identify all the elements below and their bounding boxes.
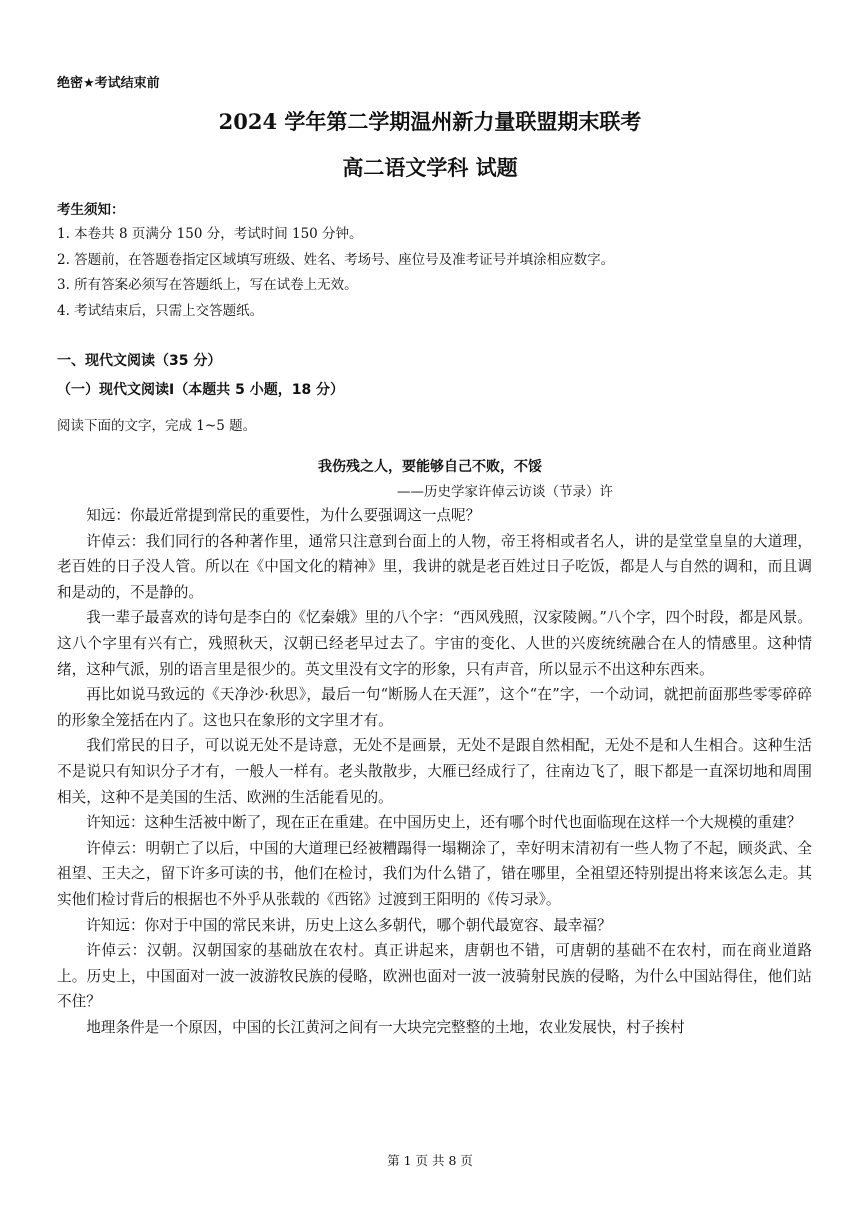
article-paragraph: 许倬云：我们同行的各种著作里，通常只注意到台面上的人物，帝王将相或者名人，讲的是堂堂皇皇的大道理，老百姓的日子没人管。所以在《中国文化的精神》里，我讲的就是老百姓过日子吃饭，都是人与自然的调和，而且调和是动的，不是静的。: [57, 532, 812, 601]
article-title: 我伤残之人，要能够自己不败，不馁: [318, 459, 542, 475]
article-paragraph: 再比如说马致远的《天净沙·秋思》，最后一句“断肠人在天涯”，这个“在”字，一个动词，就把前面那些零零碎碎的形象全笼括在内了。这也只在象形的文字里才有。: [57, 686, 812, 729]
notice-item: 3. 所有答案必须写在答题纸上，写在试卷上无效。: [57, 277, 358, 293]
notice-item: 1. 本卷共 8 页满分 150 分，考试时间 150 分钟。: [57, 226, 363, 242]
section-heading: 一、现代文阅读（35 分）: [57, 353, 222, 369]
article-paragraph: 许知远：你对于中国的常民来讲，历史上这么多朝代，哪个朝代最宽容、最幸福？: [86, 916, 612, 934]
notice-item: 2. 答题前，在答题卷指定区域填写班级、姓名、考场号、座位号及准考证号并填涂相应数字。: [57, 251, 615, 268]
article-paragraph: 许倬云：明朝亡了以后，中国的大道理已经被糟蹋得一塌糊涂了，幸好明末清初有一些人物了不起，顾炎武、全祖望、王夫之，留下许多可读的书，他们在检讨，我们为什么错了，错在哪里，全祖望还特别提出将来该怎么走。其实他们检讨背后的根据也不外乎从张载的《西铭》过渡到王阳明的《传习录》。: [57, 839, 812, 908]
notice-heading: 考生须知：: [57, 202, 125, 218]
exam-title: 2024 学年第二学期温州新力量联盟期末联考: [218, 109, 642, 134]
article-paragraph: 地理条件是一个原因，中国的长江黄河之间有一大块完完整整的土地，农业发展快，村子挨村: [86, 1018, 685, 1036]
notice-item: 4. 考试结束后，只需上交答题纸。: [57, 302, 264, 319]
confidential-label: 绝密★考试结束前: [57, 76, 160, 91]
subsection-heading: （一）现代文阅读Ⅰ（本题共 5 小题，18 分）: [57, 382, 345, 398]
page-number: 第 1 页 共 8 页: [387, 1153, 473, 1168]
article-subtitle: ——历史学家许倬云访谈（节录）许: [397, 484, 613, 500]
article-paragraph: 知远：你最近常提到常民的重要性，为什么要强调这一点呢？: [86, 507, 481, 524]
exam-subject-title: 高二语文学科 试题: [342, 155, 518, 180]
article-body: [57, 503, 812, 1040]
article-paragraph: 许倬云：汉朝。汉朝国家的基础放在农村。真正讲起来，唐朝也不错，可唐朝的基础不在农村，而在商业道路上。历史上，中国面对一波一波游牧民族的侵略，欧洲也面对一波一波骑射民族的侵略，为什么中国站得住，他们站不住？: [57, 942, 812, 1011]
article-paragraph: 许知远：这种生活被中断了，现在正在重建。在中国历史上，还有哪个时代也面临现在这样一个大规模的重建？: [86, 814, 802, 832]
article-paragraph: 我一辈子最喜欢的诗句是李白的《忆秦娥》里的八个字：“西风残照，汉家陵阙。”八个字，四个时段，都是风景。这八个字里有兴有亡，残照秋天，汉朝已经老早过去了。宇宙的变化、人世的兴废统统融合在人的情感里。这种情绪，这种气派，别的语言里是很少的。英文里没有文字的形象，只有声音，所以显示不出这种东西来。: [57, 609, 812, 678]
candidate-notice: [57, 198, 817, 324]
reading-instruction: 阅读下面的文字，完成 1~5 题。: [57, 418, 257, 434]
article-paragraph: 我们常民的日子，可以说无处不是诗意，无处不是画景，无处不是跟自然相配，无处不是和人生相合。这种生活不是说只有知识分子才有，一般人一样有。老头散散步，大雁已经成行了，往南边飞了，眼下都是一直深切地和周围相关，这种不是美国的生活、欧洲的生活能看见的。: [57, 737, 812, 806]
